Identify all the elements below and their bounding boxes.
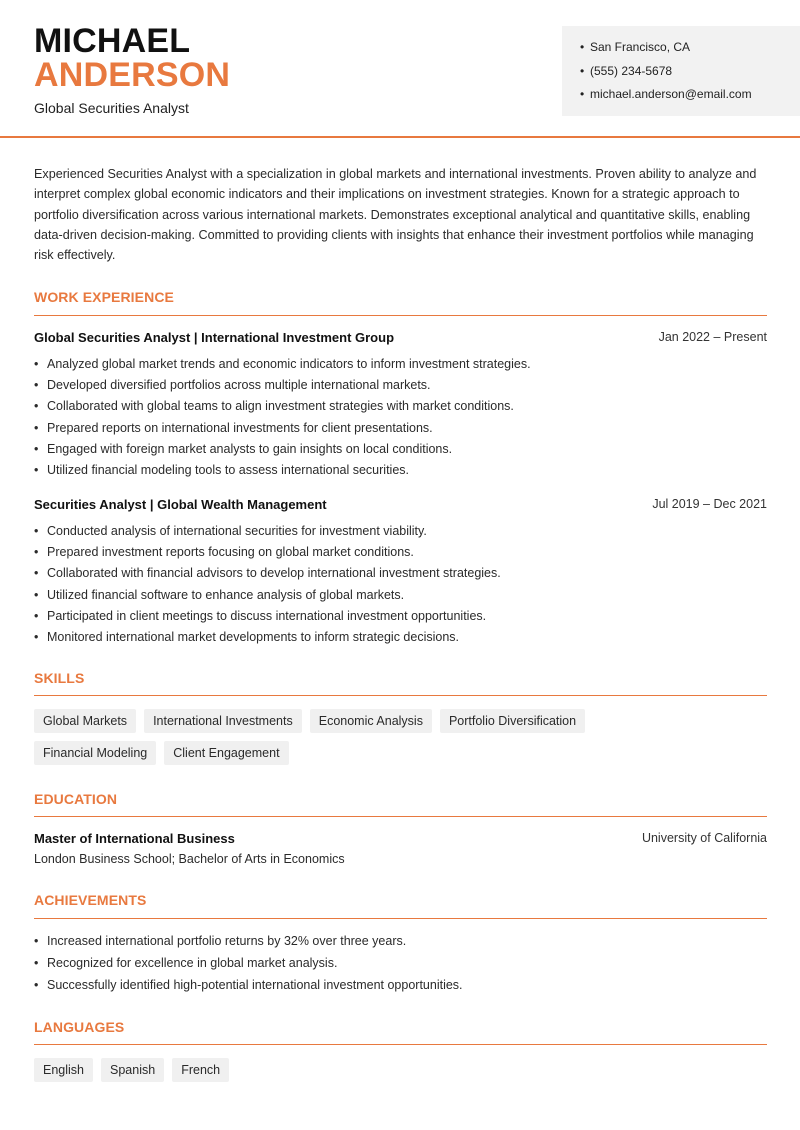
institution-name: University of California — [641, 831, 767, 845]
bullet-text: Recognized for excellence in global market analysis. — [47, 956, 338, 970]
list-item — [34, 544, 767, 565]
list-item — [34, 420, 767, 441]
list-item — [34, 629, 767, 650]
list-item — [34, 377, 767, 398]
bullet-icon: • — [34, 399, 39, 414]
education-details: London Business School; Bachelor of Arts in Economics — [34, 852, 345, 866]
bullet-text: Utilized financial modeling tools to assess international securities. — [47, 462, 409, 477]
language-chip: French — [172, 1058, 229, 1082]
job-bullets — [34, 356, 767, 483]
degree-title: Master of International Business — [34, 831, 235, 846]
work-experience-heading: WORK EXPERIENCE — [34, 289, 174, 305]
contact-phone — [580, 63, 800, 87]
bullet-text: Increased international portfolio returns by 32% over three years. — [47, 934, 407, 948]
list-item — [34, 608, 767, 629]
bullet-icon: • — [34, 608, 39, 623]
job-header — [34, 330, 767, 345]
contact-location — [580, 39, 800, 63]
last-name: ANDERSON — [34, 56, 231, 94]
bullet-text: Developed diversified portfolios across multiple international markets. — [47, 378, 431, 393]
job-dates: Jul 2019 – Dec 2021 — [652, 497, 767, 511]
bullet-text: Conducted analysis of international securities for investment viability. — [47, 524, 427, 538]
job-dates: Jan 2022 – Present — [658, 330, 767, 344]
section-divider — [34, 1044, 767, 1045]
skill-chip: Economic Analysis — [310, 709, 432, 733]
phone-text: (555) 234-5678 — [590, 63, 673, 78]
bullet-icon: • — [580, 63, 585, 78]
languages-list — [34, 1058, 767, 1082]
bullet-icon: • — [34, 934, 39, 948]
languages-heading: LANGUAGES — [34, 1019, 125, 1035]
list-item — [34, 587, 767, 608]
job-role: Global Securities Analyst | International Investment Group — [34, 330, 395, 345]
resume-header — [0, 0, 800, 138]
job-header — [34, 497, 767, 512]
section-divider — [34, 918, 767, 919]
education-header — [34, 831, 767, 846]
achievements-list — [34, 933, 767, 999]
bullet-text: Prepared reports on international investments for client presentations. — [47, 420, 433, 435]
bullet-text: Collaborated with global teams to align investment strategies with market conditions. — [47, 399, 514, 414]
first-name: MICHAEL — [34, 22, 191, 60]
bullet-icon: • — [580, 40, 585, 54]
location-text: San Francisco, CA — [590, 40, 691, 54]
list-item — [34, 523, 767, 544]
bullet-icon: • — [34, 978, 39, 992]
list-item — [34, 356, 767, 377]
bullet-text: Collaborated with financial advisors to develop international investment strategies. — [47, 566, 501, 581]
bullet-icon: • — [34, 420, 39, 435]
list-item — [34, 398, 767, 419]
list-item — [34, 441, 767, 462]
section-divider — [34, 695, 767, 696]
skills-heading: SKILLS — [34, 670, 85, 686]
bullet-text: Utilized financial software to enhance analysis of global markets. — [47, 587, 405, 602]
bullet-icon: • — [34, 462, 39, 477]
job-role: Securities Analyst | Global Wealth Management — [34, 497, 327, 512]
job-title: Global Securities Analyst — [34, 100, 189, 116]
section-divider — [34, 315, 767, 316]
bullet-icon: • — [580, 87, 585, 101]
contact-box — [562, 26, 800, 116]
bullet-text: Successfully identified high-potential international investment opportunities. — [47, 978, 463, 992]
bullet-text: Engaged with foreign market analysts to gain insights on local conditions. — [47, 441, 453, 456]
bullet-icon: • — [34, 524, 39, 538]
bullet-text: Participated in client meetings to discuss international investment opportunities. — [47, 608, 487, 623]
list-item — [34, 565, 767, 586]
language-chip: English — [34, 1058, 93, 1082]
language-chip: Spanish — [101, 1058, 164, 1082]
bullet-icon: • — [34, 629, 39, 644]
bullet-text: Analyzed global market trends and economic indicators to inform investment strategies. — [47, 357, 531, 371]
bullet-icon: • — [34, 566, 39, 581]
section-divider — [34, 816, 767, 817]
email-text[interactable]: michael.anderson@email.com — [590, 87, 752, 101]
bullet-icon: • — [34, 956, 39, 970]
skill-chip: Global Markets — [34, 709, 136, 733]
bullet-icon: • — [34, 587, 39, 602]
education-heading: EDUCATION — [34, 791, 118, 807]
list-item — [34, 462, 767, 483]
achievements-heading: ACHIEVEMENTS — [34, 892, 147, 908]
job-bullets — [34, 523, 767, 650]
bullet-text: Prepared investment reports focusing on global market conditions. — [47, 545, 414, 560]
skill-chip: International Investments — [144, 709, 302, 733]
summary-paragraph: Experienced Securities Analyst with a specialization in global markets and international investments. Proven ability to analyze and interpret complex global economic indicators and their implications on investment strategies. Known for a strategic approach to portfolio diversification across various international markets. Demonstrates exceptional analytical and quantitative skills, enabling data-driven decision-making. Committed to providing clients with insights that enhance their investment portfolios while managing risk effectively. — [34, 167, 757, 263]
bullet-text: Monitored international market developments to inform strategic decisions. — [47, 629, 460, 644]
bullet-icon: • — [34, 545, 39, 560]
bullet-icon: • — [34, 441, 39, 456]
list-item — [34, 977, 767, 999]
list-item — [34, 933, 767, 955]
list-item — [34, 955, 767, 977]
skill-chip: Portfolio Diversification — [440, 709, 585, 733]
contact-email[interactable] — [580, 86, 800, 110]
skill-chip: Client Engagement — [164, 741, 288, 765]
skills-list — [34, 709, 714, 765]
bullet-icon: • — [34, 357, 39, 371]
skill-chip: Financial Modeling — [34, 741, 156, 765]
bullet-icon: • — [34, 378, 39, 393]
